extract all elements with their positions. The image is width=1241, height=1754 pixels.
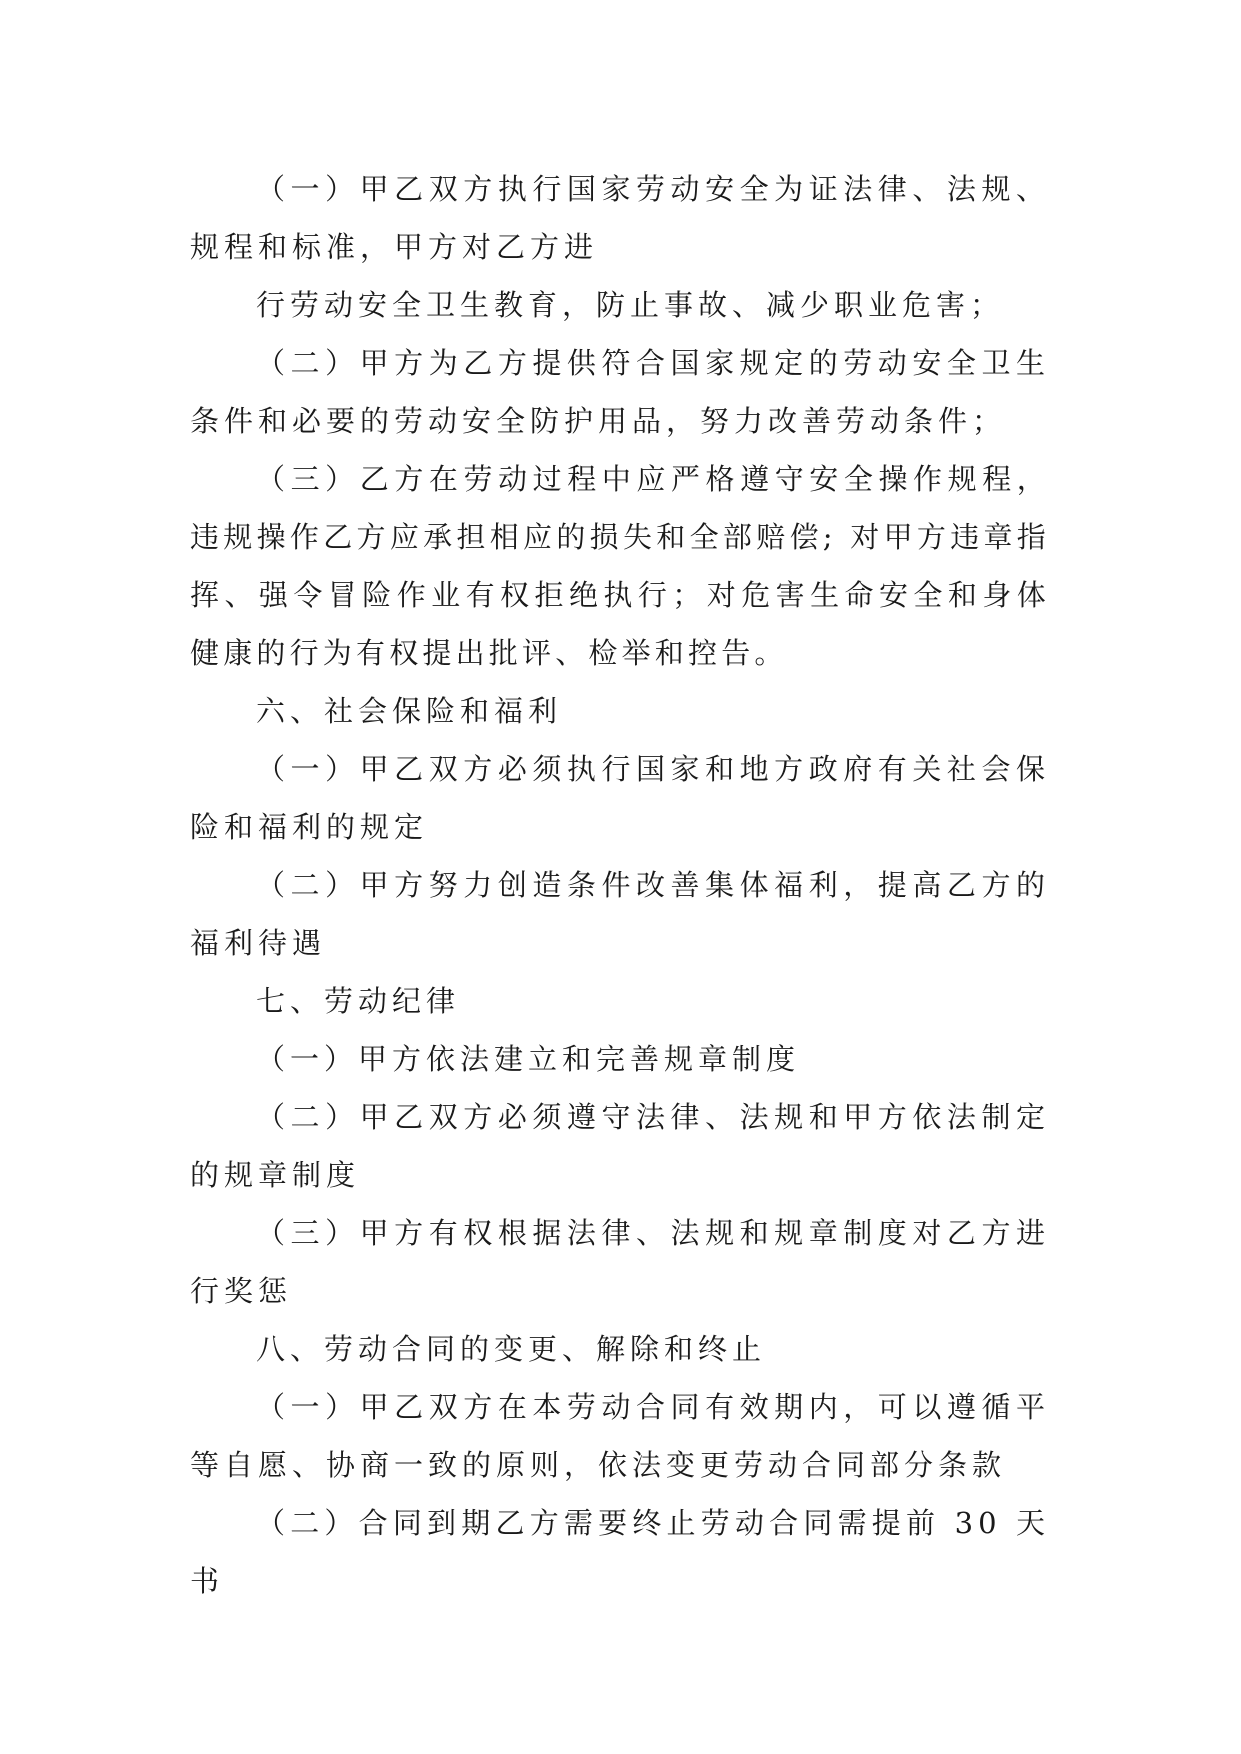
section-heading-social-insurance: 六、社会保险和福利 (256, 694, 563, 728)
paragraph-discipline-3: （三）甲方有权根据法律、法规和规章制度对乙方进行奖惩 (190, 1216, 1050, 1308)
paragraph-safety-3: （三）乙方在劳动过程中应严格遵守安全操作规程，违规操作乙方应承担相应的损失和全部赔偿; 对甲方违章指挥、强令冒险作业有权拒绝执行；对危害生命安全和身体健康的行为有权提出批评、检举和控告。 (190, 462, 1050, 670)
paragraph-contract-2: （二）合同到期乙方需要终止劳动合同需提前 30 天书 (190, 1506, 1050, 1598)
paragraph-discipline-2: （二）甲乙双方必须遵守法律、法规和甲方依法制定的规章制度 (190, 1100, 1050, 1192)
paragraph-insurance-2: （二）甲方努力创造条件改善集体福利，提高乙方的福利待遇 (190, 868, 1050, 960)
paragraph-safety-1: （一）甲乙双方执行国家劳动安全为证法律、法规、规程和标准，甲方对乙方进 (190, 172, 1050, 264)
paragraph-discipline-1: （一）甲方依法建立和完善规章制度 (256, 1042, 801, 1076)
document-body (190, 160, 1050, 1610)
section-heading-contract-changes: 八、劳动合同的变更、解除和终止 (256, 1332, 767, 1366)
paragraph-contract-1: （一）甲乙双方在本劳动合同有效期内，可以遵循平等自愿、协商一致的原则，依法变更劳动合同部分条款 (190, 1390, 1050, 1482)
section-heading-labor-discipline: 七、劳动纪律 (256, 984, 461, 1018)
paragraph-safety-2: （二）甲方为乙方提供符合国家规定的劳动安全卫生条件和必要的劳动安全防护用品，努力改善劳动条件； (190, 346, 1050, 438)
paragraph-safety-1-continued: 行劳动安全卫生教育，防止事故、减少职业危害； (256, 288, 1005, 322)
paragraph-insurance-1: （一）甲乙双方必须执行国家和地方政府有关社会保险和福利的规定 (190, 752, 1050, 844)
